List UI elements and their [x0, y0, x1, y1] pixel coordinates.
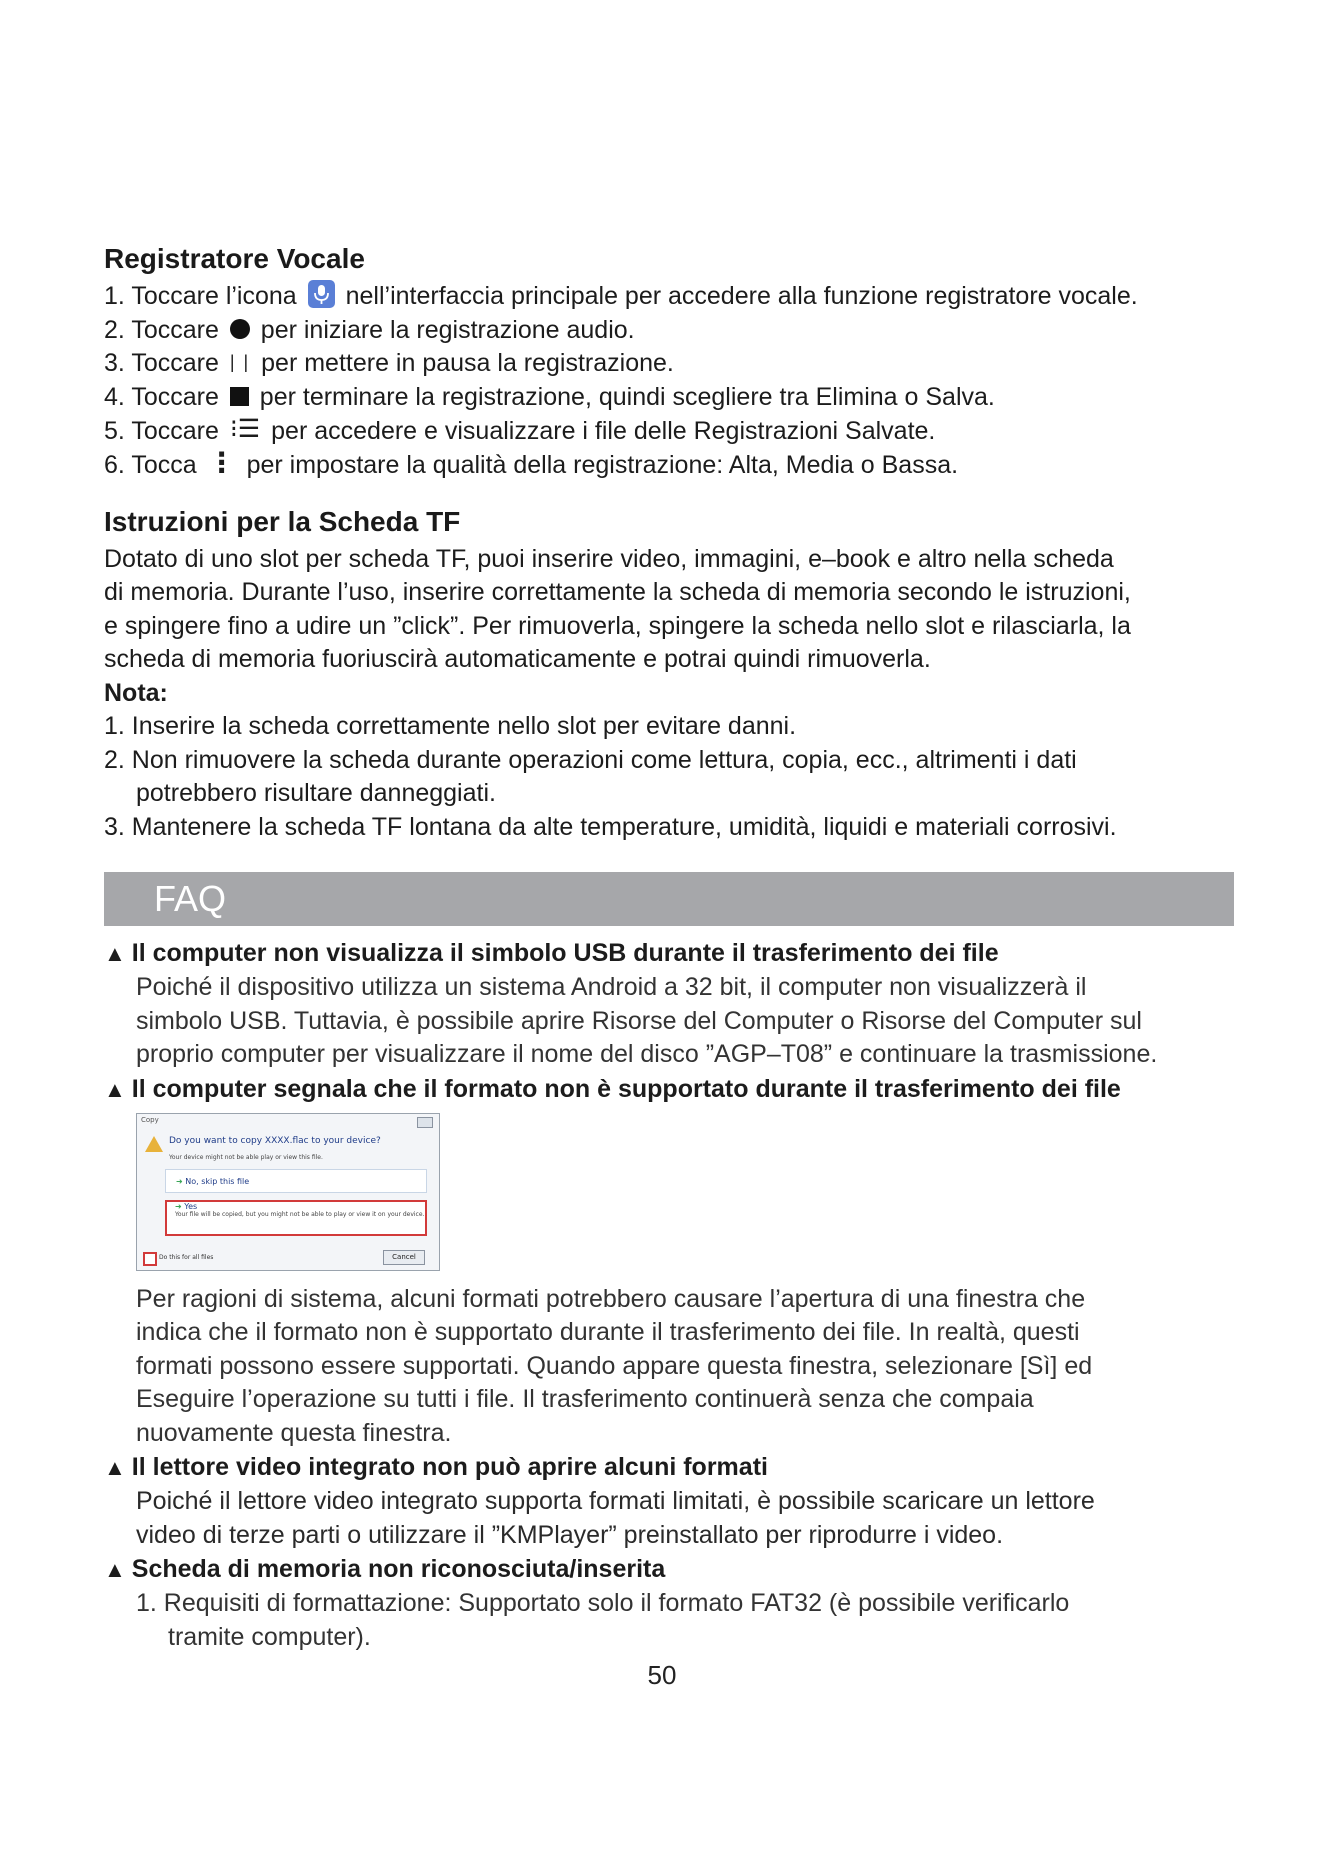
question-text: Il lettore video integrato non può aprire alcuni formati: [131, 1453, 768, 1482]
copy-dialog-screenshot: [136, 1113, 440, 1271]
triangle-icon: ▲: [104, 1557, 126, 1583]
step-text: 5. Toccare: [104, 416, 219, 445]
checkbox: [143, 1252, 157, 1266]
manual-page: [104, 238, 1234, 1654]
step-text: per impostare la qualità della registrazione: Alta, Media o Bassa.: [246, 450, 959, 479]
option-label: No, skip this file: [185, 1176, 250, 1186]
answer-line: formati possono essere supportati. Quando appare questa finestra, selezionare [Sì] ed: [136, 1351, 1093, 1380]
more-vertical-icon: ⋮: [207, 447, 236, 479]
step-text: 1. Toccare l’icona: [104, 282, 297, 310]
step-text: nell’interfaccia principale per accedere alla funzione registratore vocale.: [345, 282, 1138, 310]
step-text: 2. Toccare: [104, 315, 219, 344]
question-text: Scheda di memoria non riconosciuta/inserita: [131, 1555, 666, 1584]
pause-icon: | |: [229, 351, 251, 372]
record-icon: [230, 319, 250, 339]
triangle-icon: ▲: [104, 1076, 126, 1102]
section-title-recorder: Registratore Vocale: [104, 243, 365, 274]
answer-line: Per ragioni di sistema, alcuni formati potrebbero causare l’apertura di una finestra che: [136, 1284, 1086, 1313]
recorder-step-1: [104, 280, 1234, 314]
recorder-step-2: [104, 314, 1234, 348]
warning-icon: [145, 1136, 163, 1152]
dialog-subtitle: Your device might not be able play or view this file.: [169, 1153, 323, 1161]
checkbox-label: Do this for all files: [159, 1253, 214, 1261]
note-item: 1. Inserire la scheda correttamente nello slot per evitare danni.: [104, 712, 797, 741]
step-text: per terminare la registrazione, quindi scegliere tra Elimina o Salva.: [259, 383, 995, 412]
faq-answer-4: [104, 1587, 1234, 1654]
option-label: Yes: [184, 1201, 198, 1211]
step-text: 3. Toccare: [104, 349, 219, 377]
answer-line: indica che il formato non è supportato durante il trasferimento dei file. In realtà, questi: [136, 1318, 1080, 1347]
answer-line: Poiché il lettore video integrato supporta formati limitati, è possibile scaricare un lettore: [136, 1487, 1095, 1516]
recorder-step-3: [104, 347, 1234, 381]
answer-line: proprio computer per visualizzare il nome del disco ”AGP–T08” e continuare la trasmissione.: [136, 1040, 1158, 1069]
close-icon: [417, 1117, 433, 1128]
note-item-continuation: potrebbero risultare danneggiati.: [136, 779, 496, 808]
answer-line: simbolo USB. Tuttavia, è possibile aprire Risorse del Computer o Risorse del Computer sul: [136, 1006, 1142, 1035]
faq-answer-3: [104, 1485, 1234, 1552]
answer-line: 1. Requisiti di formattazione: Supportato solo il formato FAT32 (è possibile verificarlo: [136, 1589, 1070, 1618]
triangle-icon: ▲: [104, 941, 126, 967]
note-item: 2. Non rimuovere la scheda durante operazioni come lettura, copia, ecc., altrimenti i dati: [104, 745, 1077, 774]
answer-line: Eseguire l’operazione su tutti i file. Il trasferimento continuerà senza che compaia: [136, 1385, 1034, 1414]
option-description: Your file will be copied, but you might not be able to play or view it on your device.: [175, 1210, 425, 1218]
faq-answer-1: [104, 971, 1234, 1072]
tf-line: scheda di memoria fuoriuscirà automaticamente e potrai quindi rimuoverla.: [104, 645, 931, 674]
tf-line: Dotato di uno slot per scheda TF, puoi inserire video, immagini, e–book e altro nella scheda: [104, 544, 1114, 573]
tf-line: di memoria. Durante l’uso, inserire correttamente la scheda di memoria secondo le istruzioni,: [104, 578, 1131, 607]
faq-question-2: [104, 1072, 1234, 1107]
answer-line: video di terze parti o utilizzare il ”KMPlayer” preinstallato per riprodurre i video.: [136, 1520, 1004, 1549]
faq-header: FAQ: [104, 872, 1234, 926]
answer-line: nuovamente questa finestra.: [136, 1418, 452, 1447]
triangle-icon: ▲: [104, 1455, 126, 1481]
recorder-step-6: [104, 449, 1234, 483]
answer-line: Poiché il dispositivo utilizza un sistema Android a 32 bit, il computer non visualizzerà il: [136, 973, 1087, 1002]
faq-question-3: [104, 1450, 1234, 1485]
arrow-right-icon: ➜: [176, 1176, 186, 1186]
step-text: per mettere in pausa la registrazione.: [261, 349, 674, 377]
answer-line: tramite computer).: [168, 1622, 371, 1651]
dialog-title: Copy: [141, 1115, 159, 1124]
note-list: [104, 710, 1234, 844]
list-icon: ⁝☰: [229, 415, 261, 444]
page-number: 50: [647, 1660, 677, 1690]
recorder-step-4: [104, 381, 1234, 415]
yes-option: [165, 1200, 427, 1236]
tf-line: e spingere fino a udire un ”click”. Per rimuoverla, spingere la scheda nello slot e rilasciarla, la: [104, 611, 1131, 640]
section-title-tf: Istruzioni per la Scheda TF: [104, 505, 461, 537]
mic-icon: [308, 280, 335, 308]
cancel-button: Cancel: [383, 1250, 425, 1265]
skip-file-option: [165, 1169, 427, 1193]
note-item: 3. Mantenere la scheda TF lontana da alte temperature, umidità, liquidi e materiali corrosivi.: [104, 812, 1117, 841]
step-text: per iniziare la registrazione audio.: [260, 315, 635, 344]
faq-answer-2: [104, 1283, 1234, 1451]
note-label: Nota:: [104, 678, 168, 707]
recorder-step-5: [104, 415, 1234, 449]
step-text: 6. Tocca: [104, 450, 197, 479]
dialog-question: Do you want to copy XXXX.flac to your device?: [169, 1135, 381, 1146]
step-text: per accedere e visualizzare i file delle Registrazioni Salvate.: [271, 416, 936, 445]
arrow-right-icon: ➜: [175, 1201, 185, 1211]
faq-question-1: [104, 936, 1234, 971]
step-text: 4. Toccare: [104, 383, 219, 412]
question-text: Il computer segnala che il formato non è supportato durante il trasferimento dei file: [131, 1074, 1121, 1103]
tf-paragraph: [104, 543, 1234, 677]
faq-question-4: [104, 1552, 1234, 1587]
question-text: Il computer non visualizza il simbolo USB durante il trasferimento dei file: [131, 939, 999, 968]
stop-icon: [230, 387, 249, 406]
